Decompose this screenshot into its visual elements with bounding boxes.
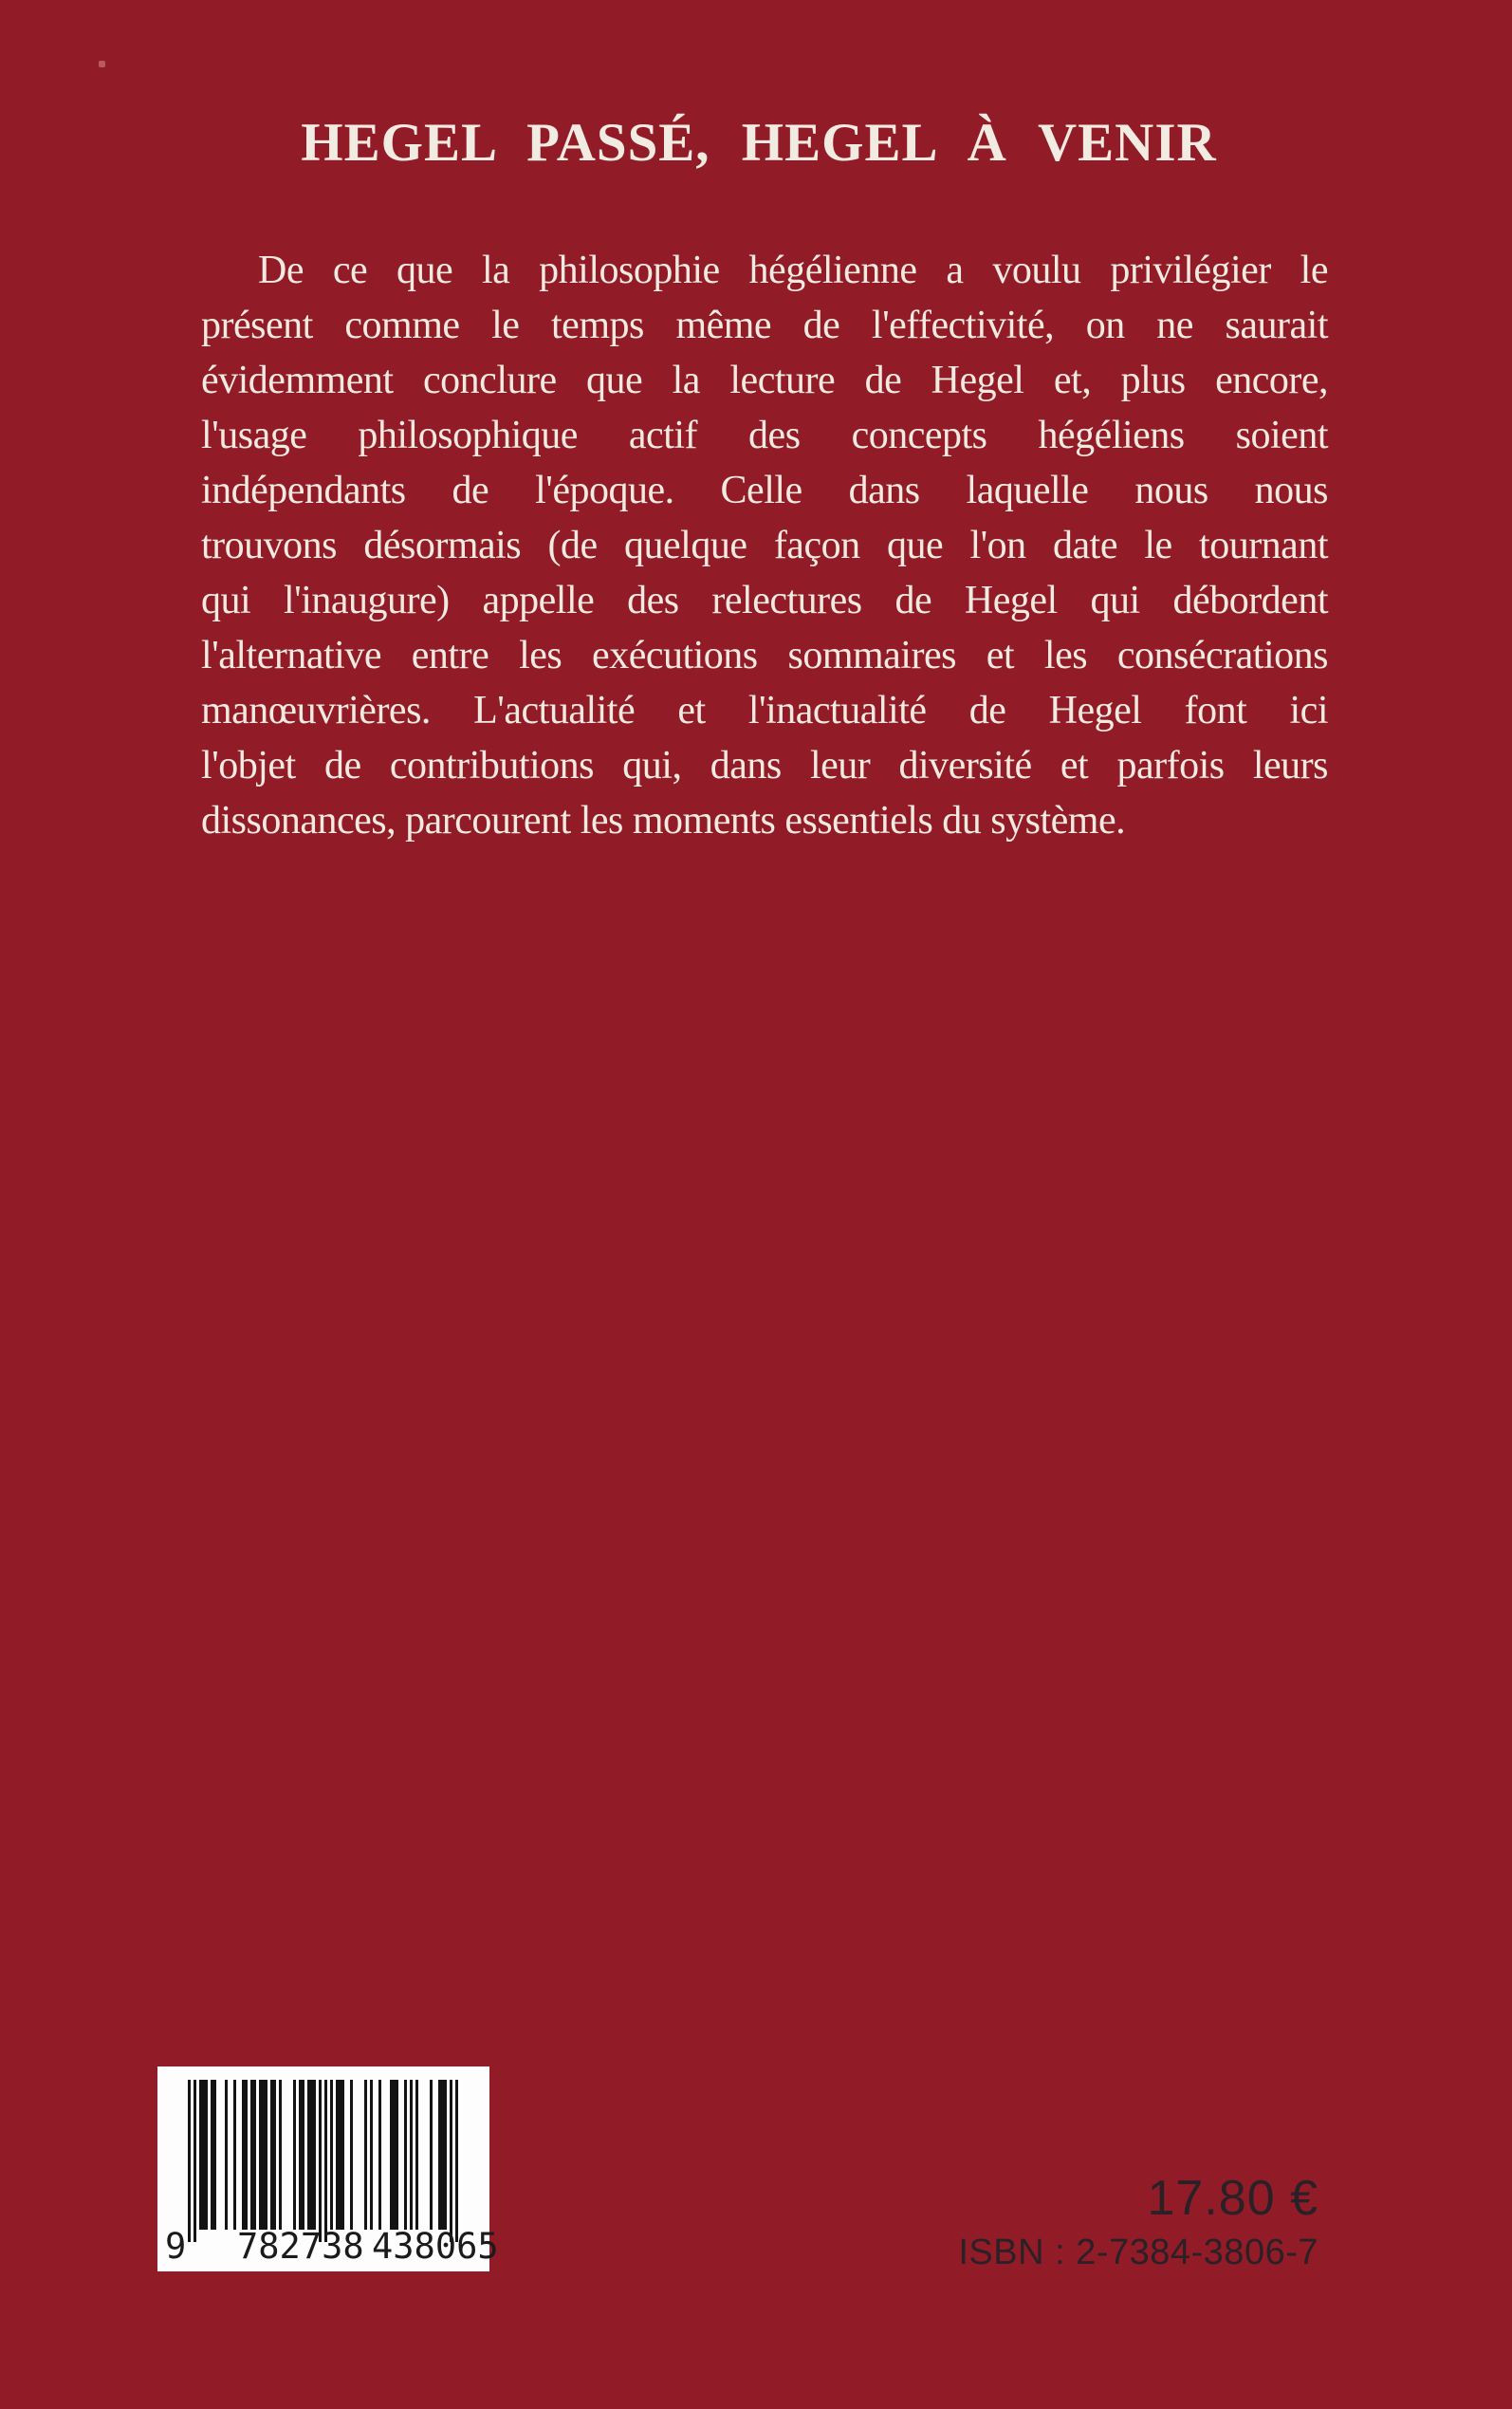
barcode-bar [253,2080,256,2230]
barcode-bar [324,2080,327,2242]
barcode-bar [396,2080,398,2230]
barcode-bar [330,2080,333,2230]
barcode-bar [404,2080,407,2230]
synopsis-line: dissonances, parcourent les moments essentiels du système. [201,799,1126,843]
barcode-bar [370,2080,373,2230]
barcode-digits-group1: 782738 [237,2226,364,2267]
synopsis-line: l'objet de contributions qui, dans leur diversité et parfois leurs [201,744,1328,788]
synopsis-line: évidemment conclure que la lecture de Hegel et, plus encore, [201,359,1328,402]
synopsis-line: l'alternative entre les exécutions sommaires et les consécrations [201,634,1328,677]
barcode [157,2066,499,2271]
synopsis-line: manœuvrières. L'actualité et l'inactualité de Hegel font ici [201,689,1328,732]
barcode-bar [245,2080,248,2230]
barcode-bar [455,2080,458,2242]
barcode-bar [273,2080,276,2230]
barcode-bars [188,2080,458,2243]
synopsis-line: trouvons désormais (de quelque façon que l'on date le tournant [201,524,1328,567]
synopsis-line: qui l'inaugure) appelle des relectures de Hegel qui débordent [201,579,1328,622]
book-title: HEGEL PASSÉ, HEGEL À VENIR [301,113,1217,173]
barcode-bar [188,2080,191,2242]
barcode-bar [350,2080,353,2230]
barcode-bar [302,2080,304,2230]
barcode-bar [444,2080,447,2230]
pricing-block [958,2171,1318,2275]
barcode-bar [341,2080,344,2230]
barcode-bar [378,2080,381,2230]
barcode-bar [265,2080,267,2230]
barcode-bar [225,2080,228,2230]
price-label: 17.80 € [1147,2171,1318,2226]
barcode-digits-group2: 438065 [372,2226,499,2267]
barcode-bar [194,2080,196,2242]
synopsis-line: l'usage philosophique actif des concepts hégéliens soient [201,414,1328,457]
synopsis-line: indépendants de l'époque. Celle dans laquelle nous nous [201,469,1328,512]
barcode-bar [213,2080,216,2230]
synopsis [201,243,1328,848]
barcode-digit-first: 9 [165,2226,187,2267]
barcode-bar [313,2080,316,2230]
barcode-bar [364,2080,367,2230]
scan-artifact-dot [99,61,105,67]
synopsis-line: présent comme le temps même de l'effectivité, on ne saurait [201,304,1328,347]
barcode-bar [319,2080,322,2242]
isbn-label: ISBN : 2-7384-3806-7 [958,2233,1318,2272]
barcode-bar [415,2080,418,2230]
barcode-bar [205,2080,208,2230]
barcode-bar [430,2080,433,2230]
barcode-bar [450,2080,452,2242]
barcode-bar [293,2080,296,2230]
barcode-bar [233,2080,236,2230]
barcode-bar [279,2080,282,2230]
barcode-bar [410,2080,413,2230]
synopsis-line: De ce que la philosophie hégélienne a voulu privilégier le [258,249,1328,292]
